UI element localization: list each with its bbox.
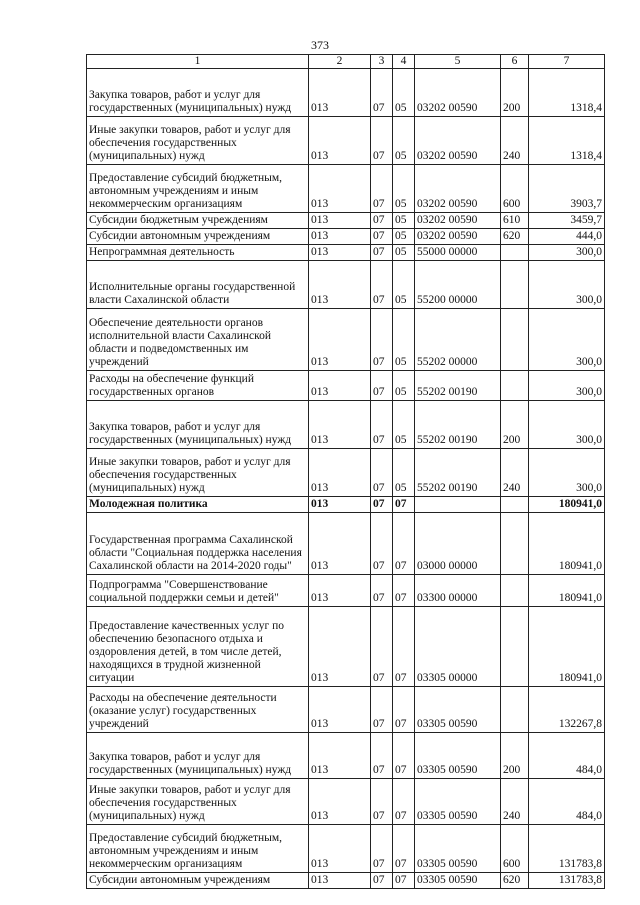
table-row <box>87 309 605 371</box>
header-row <box>87 55 605 69</box>
row-name-cell: Иные закупки товаров, работ и услуг для обеспечения государственных (муниципальных) нужд <box>87 117 309 165</box>
amount-cell: 131783,8 <box>529 825 605 873</box>
expense-type-cell: 240 <box>501 779 529 825</box>
admin-code-cell: 013 <box>309 513 371 575</box>
section-code-cell: 07 <box>371 873 393 889</box>
row-name-cell: Предоставление субсидий бюджетным, автономным учреждениям и иным некоммерческим организациям <box>87 825 309 873</box>
admin-code-cell: 013 <box>309 873 371 889</box>
row-name-cell: Иные закупки товаров, работ и услуг для обеспечения государственных (муниципальных) нужд <box>87 449 309 497</box>
table-row <box>87 779 605 825</box>
table-row <box>87 575 605 607</box>
table-row <box>87 165 605 213</box>
row-name-cell: Закупка товаров, работ и услуг для государственных (муниципальных) нужд <box>87 733 309 779</box>
admin-code-cell: 013 <box>309 213 371 229</box>
target-article-cell: 03202 00590 <box>415 165 501 213</box>
section-code-cell: 07 <box>371 69 393 117</box>
target-article-cell: 03305 00000 <box>415 607 501 687</box>
expense-type-cell <box>501 245 529 261</box>
target-article-cell: 55200 00000 <box>415 261 501 309</box>
row-name-cell: Закупка товаров, работ и услуг для государственных (муниципальных) нужд <box>87 401 309 449</box>
section-code-cell: 07 <box>371 513 393 575</box>
target-article-cell: 03202 00590 <box>415 229 501 245</box>
subsection-code-cell: 05 <box>393 245 415 261</box>
row-name-cell: Расходы на обеспечение деятельности (оказание услуг) государственных учреждений <box>87 687 309 733</box>
section-code-cell: 07 <box>371 733 393 779</box>
section-code-cell: 07 <box>371 261 393 309</box>
admin-code-cell: 013 <box>309 69 371 117</box>
section-code-cell: 07 <box>371 687 393 733</box>
subsection-code-cell: 07 <box>393 575 415 607</box>
row-name-cell: Закупка товаров, работ и услуг для государственных (муниципальных) нужд <box>87 69 309 117</box>
admin-code-cell: 013 <box>309 449 371 497</box>
expense-type-cell: 620 <box>501 229 529 245</box>
admin-code-cell: 013 <box>309 825 371 873</box>
table-row <box>87 687 605 733</box>
amount-cell: 180941,0 <box>529 497 605 513</box>
amount-cell: 3459,7 <box>529 213 605 229</box>
amount-cell: 300,0 <box>529 401 605 449</box>
target-article-cell: 03202 00590 <box>415 69 501 117</box>
section-code-cell: 07 <box>371 309 393 371</box>
section-code-cell: 07 <box>371 825 393 873</box>
amount-cell: 180941,0 <box>529 513 605 575</box>
expense-type-cell: 600 <box>501 165 529 213</box>
subsection-code-cell: 07 <box>393 779 415 825</box>
expense-type-cell: 240 <box>501 117 529 165</box>
expense-type-cell: 240 <box>501 449 529 497</box>
target-article-cell: 03305 00590 <box>415 825 501 873</box>
amount-cell: 300,0 <box>529 245 605 261</box>
amount-cell: 444,0 <box>529 229 605 245</box>
expense-type-cell: 200 <box>501 733 529 779</box>
target-article-cell <box>415 497 501 513</box>
section-code-cell: 07 <box>371 213 393 229</box>
row-name-cell: Непрограммная деятельность <box>87 245 309 261</box>
expense-type-cell <box>501 513 529 575</box>
section-code-cell: 07 <box>371 117 393 165</box>
table-row <box>87 873 605 889</box>
header-cell: 6 <box>501 55 529 69</box>
row-name-cell: Исполнительные органы государственной власти Сахалинской области <box>87 261 309 309</box>
amount-cell: 1318,4 <box>529 117 605 165</box>
expense-type-cell <box>501 261 529 309</box>
target-article-cell: 03300 00000 <box>415 575 501 607</box>
table-row <box>87 607 605 687</box>
admin-code-cell: 013 <box>309 733 371 779</box>
subsection-code-cell: 07 <box>393 733 415 779</box>
row-name-cell: Предоставление субсидий бюджетным, автономным учреждениям и иным некоммерческим организациям <box>87 165 309 213</box>
target-article-cell: 55202 00000 <box>415 309 501 371</box>
budget-table <box>86 54 605 889</box>
admin-code-cell: 013 <box>309 607 371 687</box>
target-article-cell: 03202 00590 <box>415 213 501 229</box>
admin-code-cell: 013 <box>309 261 371 309</box>
table-row <box>87 449 605 497</box>
expense-type-cell <box>501 309 529 371</box>
target-article-cell: 03305 00590 <box>415 873 501 889</box>
subsection-code-cell: 05 <box>393 449 415 497</box>
header-cell: 3 <box>371 55 393 69</box>
amount-cell: 1318,4 <box>529 69 605 117</box>
subsection-code-cell: 07 <box>393 687 415 733</box>
target-article-cell: 03202 00590 <box>415 117 501 165</box>
expense-type-cell: 200 <box>501 401 529 449</box>
table-row <box>87 733 605 779</box>
subsection-code-cell: 05 <box>393 213 415 229</box>
header-cell: 5 <box>415 55 501 69</box>
subsection-code-cell: 05 <box>393 117 415 165</box>
expense-type-cell: 200 <box>501 69 529 117</box>
subsection-code-cell: 05 <box>393 165 415 213</box>
admin-code-cell: 013 <box>309 309 371 371</box>
row-name-cell: Иные закупки товаров, работ и услуг для обеспечения государственных (муниципальных) нужд <box>87 779 309 825</box>
row-name-cell: Обеспечение деятельности органов исполнительной власти Сахалинской области и подведомственных им учреждений <box>87 309 309 371</box>
target-article-cell: 03305 00590 <box>415 733 501 779</box>
admin-code-cell: 013 <box>309 497 371 513</box>
row-name-cell: Субсидии автономным учреждениям <box>87 229 309 245</box>
section-code-cell: 07 <box>371 575 393 607</box>
amount-cell: 180941,0 <box>529 607 605 687</box>
subsection-code-cell: 05 <box>393 401 415 449</box>
subsection-code-cell: 05 <box>393 371 415 401</box>
header-cell: 4 <box>393 55 415 69</box>
amount-cell: 300,0 <box>529 371 605 401</box>
expense-type-cell <box>501 575 529 607</box>
amount-cell: 180941,0 <box>529 575 605 607</box>
header-cell: 2 <box>309 55 371 69</box>
expense-type-cell <box>501 497 529 513</box>
table-row <box>87 69 605 117</box>
table-row <box>87 825 605 873</box>
admin-code-cell: 013 <box>309 229 371 245</box>
expense-type-cell: 620 <box>501 873 529 889</box>
expense-type-cell: 600 <box>501 825 529 873</box>
section-code-cell: 07 <box>371 165 393 213</box>
expense-type-cell: 610 <box>501 213 529 229</box>
table-row <box>87 513 605 575</box>
target-article-cell: 55000 00000 <box>415 245 501 261</box>
target-article-cell: 55202 00190 <box>415 401 501 449</box>
target-article-cell: 03305 00590 <box>415 687 501 733</box>
section-code-cell: 07 <box>371 371 393 401</box>
amount-cell: 132267,8 <box>529 687 605 733</box>
table-row <box>87 117 605 165</box>
admin-code-cell: 013 <box>309 371 371 401</box>
amount-cell: 300,0 <box>529 309 605 371</box>
section-code-cell: 07 <box>371 449 393 497</box>
expense-type-cell <box>501 607 529 687</box>
target-article-cell: 03000 00000 <box>415 513 501 575</box>
table-row <box>87 245 605 261</box>
admin-code-cell: 013 <box>309 117 371 165</box>
row-name-cell: Субсидии бюджетным учреждениям <box>87 213 309 229</box>
row-name-cell: Молодежная политика <box>87 497 309 513</box>
admin-code-cell: 013 <box>309 245 371 261</box>
amount-cell: 484,0 <box>529 733 605 779</box>
admin-code-cell: 013 <box>309 575 371 607</box>
subsection-code-cell: 05 <box>393 229 415 245</box>
subsection-code-cell: 07 <box>393 513 415 575</box>
table-row <box>87 497 605 513</box>
target-article-cell: 55202 00190 <box>415 371 501 401</box>
amount-cell: 300,0 <box>529 261 605 309</box>
section-code-cell: 07 <box>371 779 393 825</box>
row-name-cell: Подпрограмма "Совершенствование социальной поддержки семьи и детей" <box>87 575 309 607</box>
amount-cell: 3903,7 <box>529 165 605 213</box>
section-code-cell: 07 <box>371 229 393 245</box>
subsection-code-cell: 07 <box>393 497 415 513</box>
section-code-cell: 07 <box>371 245 393 261</box>
table-row <box>87 401 605 449</box>
subsection-code-cell: 07 <box>393 825 415 873</box>
table-row <box>87 213 605 229</box>
expense-type-cell <box>501 371 529 401</box>
section-code-cell: 07 <box>371 401 393 449</box>
header-cell: 1 <box>87 55 309 69</box>
row-name-cell: Расходы на обеспечение функций государственных органов <box>87 371 309 401</box>
subsection-code-cell: 05 <box>393 69 415 117</box>
subsection-code-cell: 05 <box>393 261 415 309</box>
expense-type-cell <box>501 687 529 733</box>
target-article-cell: 55202 00190 <box>415 449 501 497</box>
table-row <box>87 371 605 401</box>
header-cell: 7 <box>529 55 605 69</box>
amount-cell: 131783,8 <box>529 873 605 889</box>
row-name-cell: Субсидии автономным учреждениям <box>87 873 309 889</box>
row-name-cell: Государственная программа Сахалинской области "Социальная поддержка населения Сахалинской области на 2014-2020 годы" <box>87 513 309 575</box>
subsection-code-cell: 05 <box>393 309 415 371</box>
admin-code-cell: 013 <box>309 687 371 733</box>
target-article-cell: 03305 00590 <box>415 779 501 825</box>
subsection-code-cell: 07 <box>393 607 415 687</box>
admin-code-cell: 013 <box>309 165 371 213</box>
table-row <box>87 261 605 309</box>
row-name-cell: Предоставление качественных услуг по обеспечению безопасного отдыха и оздоровления детей, в том числе детей, находящихся в трудной жизненной ситуации <box>87 607 309 687</box>
admin-code-cell: 013 <box>309 401 371 449</box>
page-number: 373 <box>311 38 329 52</box>
subsection-code-cell: 07 <box>393 873 415 889</box>
amount-cell: 484,0 <box>529 779 605 825</box>
section-code-cell: 07 <box>371 607 393 687</box>
section-code-cell: 07 <box>371 497 393 513</box>
amount-cell: 300,0 <box>529 449 605 497</box>
table-row <box>87 229 605 245</box>
admin-code-cell: 013 <box>309 779 371 825</box>
